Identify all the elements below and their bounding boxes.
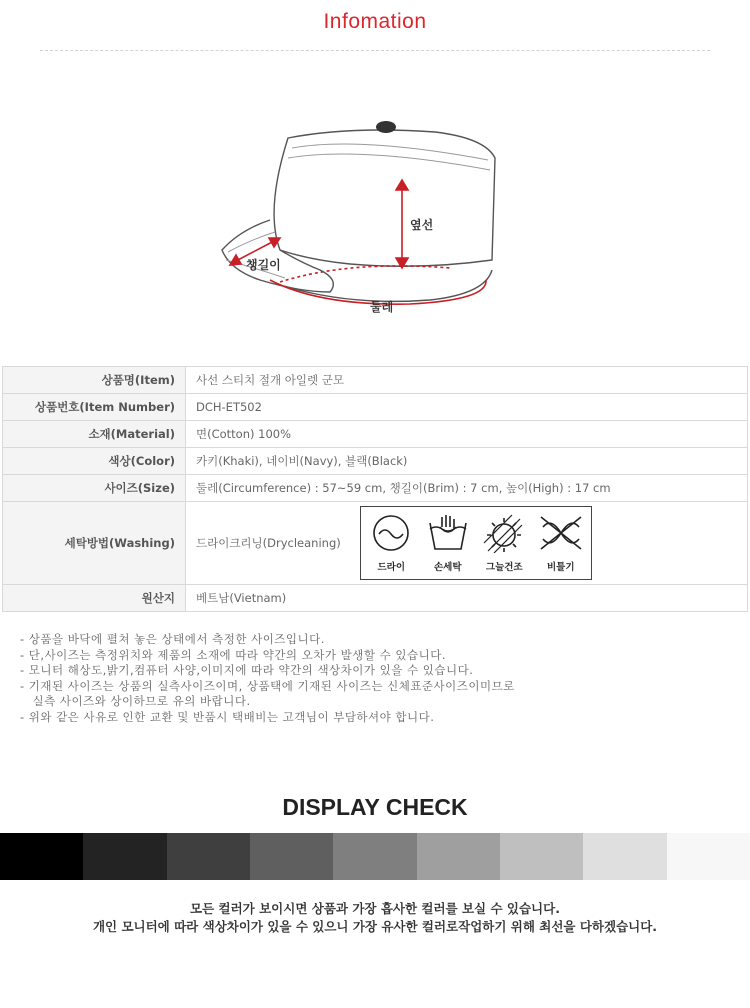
note-item: - 상품을 바닥에 펼쳐 놓은 상태에서 측정한 사이즈입니다.: [20, 632, 325, 646]
washing-value: 드라이크리닝(Drycleaning): [196, 536, 341, 550]
gray-swatch: [583, 833, 666, 880]
table-row: [3, 585, 748, 612]
gray-swatch: [0, 833, 83, 880]
care-item-wring: [533, 507, 590, 579]
care-symbols: [360, 506, 592, 580]
row-value: 둘레(Circumference) : 57~59 cm, 챙길이(Brim) : 7 cm, 높이(High) : 17 cm: [186, 475, 748, 502]
display-check-line: 모든 컬러가 보이시면 상품과 가장 흡사한 컬러를 보실 수 있습니다.: [190, 901, 560, 916]
gray-swatch: [167, 833, 250, 880]
care-label: 드라이: [377, 562, 406, 573]
table-row: [3, 421, 748, 448]
table-row: [3, 394, 748, 421]
display-check-text: [0, 900, 750, 936]
gray-swatch: [667, 833, 750, 880]
note-item: - 위와 같은 사유로 인한 교환 및 반품시 택배비는 고객님이 부담하셔야 합니다.: [20, 709, 435, 724]
row-value: 카키(Khaki), 네이비(Navy), 블랙(Black): [186, 448, 748, 475]
table-row: [3, 367, 748, 394]
gray-swatch: [417, 833, 500, 880]
gray-swatch: [250, 833, 333, 880]
row-label: 색상(Color): [3, 448, 186, 475]
product-info-table: [2, 366, 748, 612]
row-label: 사이즈(Size): [3, 475, 186, 502]
display-check-line: 개인 모니터에 따라 색상차이가 있을 수 있으니 가장 유사한 컬러로작업하기 위해 최선을 다하겠습니다.: [92, 919, 658, 934]
gray-swatch: [333, 833, 416, 880]
note-item: - 단,사이즈는 측정위치와 제품의 소재에 따라 약간의 오차가 발생할 수 있습니다.: [20, 647, 447, 662]
note-item: 실측 사이즈와 상이하므로 유의 바랍니다.: [20, 694, 251, 708]
hat-outline-illustration: [200, 110, 520, 330]
gray-swatch: [83, 833, 166, 880]
care-item-dry: [363, 507, 420, 579]
row-label: 상품번호(Item Number): [3, 394, 186, 421]
circumference-label: 둘레: [370, 300, 394, 314]
grayscale-swatches: [0, 833, 750, 880]
display-check-title: DISPLAY CHECK: [282, 794, 468, 820]
title-divider: [40, 50, 710, 51]
washing-value-cell: [186, 502, 748, 585]
row-label: 상품명(Item): [3, 367, 186, 394]
dry-clean-icon: [369, 513, 413, 553]
table-row: [3, 448, 748, 475]
note-item: - 기재된 사이즈는 상품의 실측사이즈이며, 상품택에 기재된 사이즈는 신체표준사이즈이미므로: [20, 678, 515, 693]
height-label: 옆선: [410, 218, 434, 232]
care-label: 그늘건조: [485, 562, 523, 573]
care-label: 손세탁: [433, 562, 462, 573]
table-row-washing: [3, 502, 748, 585]
hat-diagram: [200, 110, 520, 330]
care-item-handwash: [420, 507, 477, 579]
row-value: 면(Cotton) 100%: [186, 421, 748, 448]
info-title: Infomation: [323, 10, 427, 33]
row-value: 사선 스티치 절개 아일렛 군모: [186, 367, 748, 394]
row-value: DCH-ET502: [186, 394, 748, 421]
note-item: - 모니터 해상도,밝기,컴퓨터 사양,이미지에 따라 약간의 색상차이가 있을 수 있습니다.: [20, 663, 474, 677]
row-label: 소재(Material): [3, 421, 186, 448]
no-wring-icon: [539, 513, 583, 553]
washing-label: 세탁방법(Washing): [3, 502, 186, 585]
care-item-shade: [476, 507, 533, 579]
notes-list: [20, 632, 740, 725]
brim-label: 챙길이: [246, 258, 281, 272]
gray-swatch: [500, 833, 583, 880]
row-value: 베트남(Vietnam): [186, 585, 748, 612]
row-label: 원산지: [3, 585, 186, 612]
table-row: [3, 475, 748, 502]
shade-dry-icon: [482, 513, 526, 553]
hand-wash-icon: [426, 513, 470, 553]
care-label: 비틀기: [546, 562, 575, 573]
